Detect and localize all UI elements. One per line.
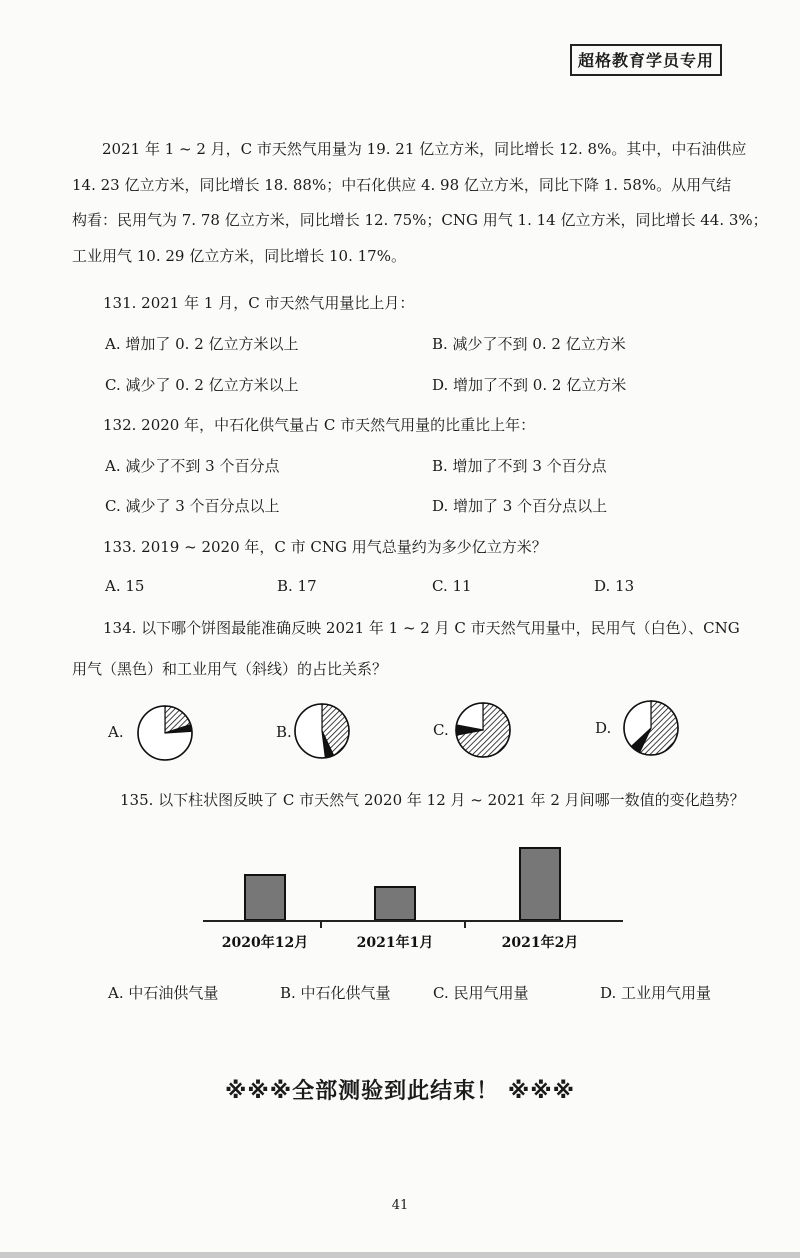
question-134-line2: 用气（黑色）和工业用气（斜线）的占比关系？ <box>72 660 388 678</box>
bar-1 <box>245 875 285 920</box>
q135-option-c[interactable]: C. 民用气用量 <box>433 984 529 1002</box>
header-stamp: 超格教育学员专用 <box>570 44 722 76</box>
q135-option-b[interactable]: B. 中石化供气量 <box>280 984 391 1002</box>
question-134-line1: 134. 以下哪个饼图最能准确反映 2021 年 1 ~ 2 月 C 市天然气用量中，民用气（白色）、CNG <box>103 619 740 637</box>
scan-edge <box>0 1252 800 1258</box>
question-131: 131. 2021 年 1 月，C 市天然气用量比上月： <box>103 294 415 312</box>
q132-option-b[interactable]: B. 增加了不到 3 个百分点 <box>432 457 607 475</box>
bar-3 <box>520 848 560 920</box>
x-tick-label: 2021年2月 <box>501 935 579 951</box>
q133-option-a[interactable]: A. 15 <box>105 577 145 595</box>
q132-option-c[interactable]: C. 减少了 3 个百分点以上 <box>105 497 280 515</box>
q134-option-a[interactable]: A. <box>108 723 124 741</box>
q131-option-c[interactable]: C. 减少了 0. 2 亿立方米以上 <box>105 376 299 394</box>
q131-option-b[interactable]: B. 减少了不到 0. 2 亿立方米 <box>432 335 626 353</box>
q135-option-d[interactable]: D. 工业用气用量 <box>600 984 712 1002</box>
q135-option-a[interactable]: A. 中石油供气量 <box>108 984 219 1002</box>
pie-chart-d[interactable] <box>621 698 681 758</box>
x-tick-label: 2020年12月 <box>221 935 309 951</box>
bar-2 <box>375 887 415 920</box>
q131-option-a[interactable]: A. 增加了 0. 2 亿立方米以上 <box>105 335 299 353</box>
pie-chart-a[interactable] <box>135 703 195 763</box>
q133-option-b[interactable]: B. 17 <box>277 577 317 595</box>
material-line: 工业用气 10. 29 亿立方米，同比增长 10. 17%。 <box>72 246 406 265</box>
x-tick-label: 2021年1月 <box>356 935 434 951</box>
question-133: 133. 2019 ~ 2020 年，C 市 CNG 用气总量约为多少亿立方米？ <box>103 538 547 556</box>
page-number: 41 <box>391 1198 409 1213</box>
material-line: 14. 23 亿立方米，同比增长 18. 88%；中石化供应 4. 98 亿立方米，同比下降 1. 58%。从用气结 <box>72 175 732 194</box>
q131-option-d[interactable]: D. 增加了不到 0. 2 亿立方米 <box>432 376 627 394</box>
material-line: 构看：民用气为 7. 78 亿立方米，同比增长 12. 75%；CNG 用气 1. 14 亿立方米，同比增长 44. 3%； <box>72 211 768 229</box>
question-132: 132. 2020 年，中石化供气量占 C 市天然气用量的比重比上年： <box>103 416 536 434</box>
q133-option-d[interactable]: D. 13 <box>594 577 635 595</box>
bar-chart <box>195 840 625 960</box>
q134-option-c[interactable]: C. <box>433 721 449 739</box>
q134-option-d[interactable]: D. <box>595 719 612 737</box>
q132-option-d[interactable]: D. 增加了 3 个百分点以上 <box>432 497 608 515</box>
q134-option-b[interactable]: B. <box>276 723 292 741</box>
q132-option-a[interactable]: A. 减少了不到 3 个百分点 <box>105 457 280 475</box>
end-of-test-text: ※※※全部测验到此结束！ ※※※ <box>225 1079 575 1104</box>
pie-chart-c[interactable] <box>453 700 513 760</box>
q133-option-c[interactable]: C. 11 <box>432 577 472 595</box>
question-135: 135. 以下柱状图反映了 C 市天然气 2020 年 12 月 ~ 2021 年 2 月间哪一数值的变化趋势？ <box>120 791 745 809</box>
material-line: 2021 年 1 ~ 2 月，C 市天然气用量为 19. 21 亿立方米，同比增长 12. 8%。其中，中石油供应 <box>102 140 747 158</box>
pie-chart-b[interactable] <box>292 701 352 761</box>
material-paragraph <box>72 132 768 274</box>
pie-slice-white <box>295 704 325 758</box>
